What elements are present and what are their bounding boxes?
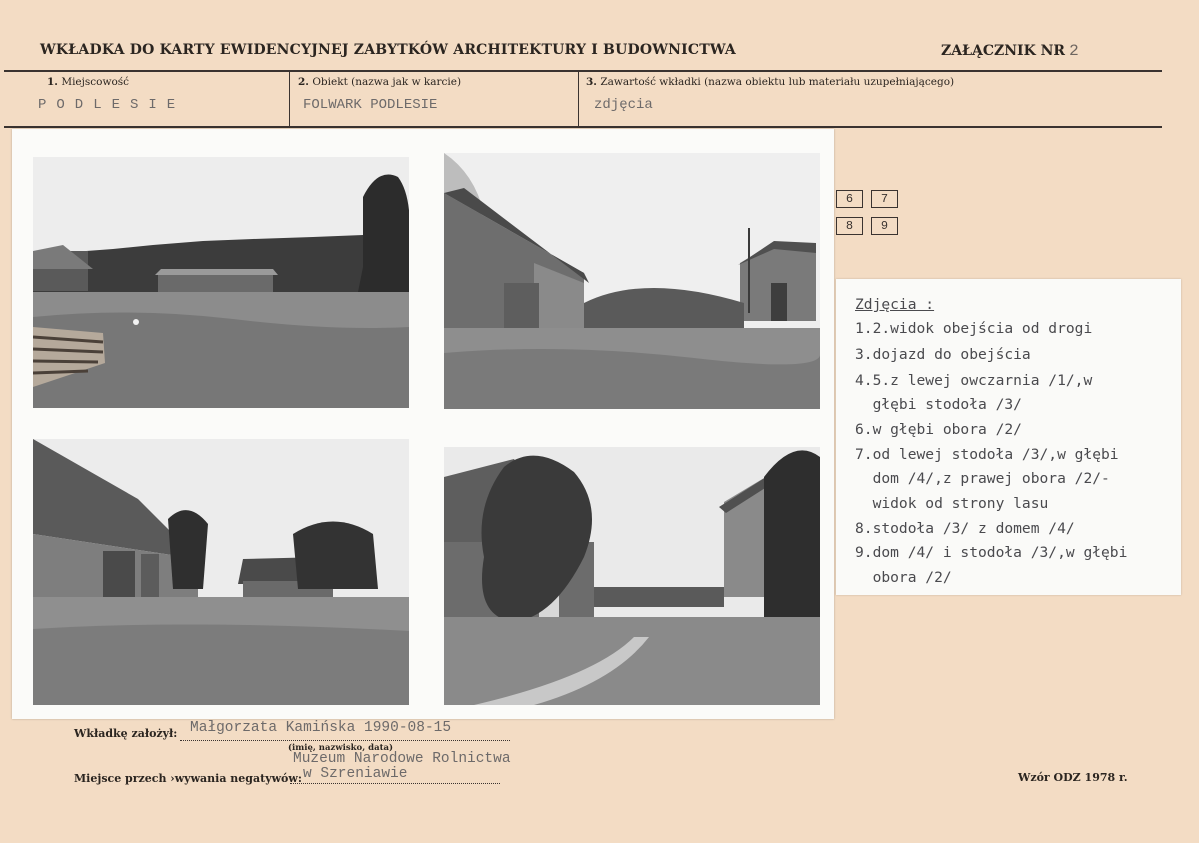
legend-line: dom /4/,z prawej obora /2/-: [855, 470, 1110, 487]
contents-label: 3. Zawartość wkładki (nazwa obiektu lub materiału uzupełniającego): [586, 76, 955, 88]
annex-number: 2: [1069, 42, 1079, 60]
annex-text: ZAŁĄCZNIK NR: [941, 43, 1066, 59]
legend-title: Zdjęcia :: [855, 296, 935, 313]
photo-farmyard-from-road: [33, 157, 409, 408]
form-template-label: Wzór ODZ 1978 r.: [1018, 771, 1128, 784]
photo-legend: [836, 279, 1181, 595]
legend-line: 4.5.z lewej owczarnia /1/,w: [855, 372, 1093, 389]
legend-line: 8.stodoła /3/ z domem /4/: [855, 520, 1075, 537]
photo-number-box: 9: [871, 217, 898, 235]
field-separator: [289, 71, 290, 126]
locality-value: PODLESIE: [38, 97, 186, 113]
card-title: WKŁADKA DO KARTY EWIDENCYJNEJ ZABYTKÓW ARCHITEKTURY I BUDOWNICTWA: [40, 42, 736, 58]
storage-value-line-1: Muzeum Narodowe Rolnictwa: [293, 751, 511, 767]
legend-line: 6.w głębi obora /2/: [855, 421, 1022, 438]
photo-house-and-garden-path: [444, 447, 820, 705]
contents-value: zdjęcia: [594, 97, 653, 113]
legend-line: 7.od lewej stodoła /3/,w głębi: [855, 446, 1119, 463]
legend-line: 9.dom /4/ i stodoła /3/,w głębi: [855, 544, 1128, 561]
legend-line: widok od strony lasu: [855, 495, 1049, 512]
legend-line: 1.2.widok obejścia od drogi: [855, 320, 1093, 337]
photo-number-box: 7: [871, 190, 898, 208]
field-separator: [578, 71, 579, 126]
storage-value-line-2: w Szreniawie: [303, 766, 408, 782]
storage-dots: [290, 783, 500, 784]
created-by-label: Wkładkę założył:: [74, 727, 178, 740]
top-rule: [4, 70, 1162, 72]
created-by-hint: (imię, nazwisko, data): [288, 743, 394, 753]
photo-barn-and-house: [33, 439, 409, 705]
fields-rule: [4, 126, 1162, 128]
locality-label: 1. Miejscowość: [47, 76, 130, 88]
photo-barn-and-outbuilding: [444, 153, 820, 409]
created-by-value: Małgorzata Kamińska 1990-08-15: [190, 720, 452, 736]
photo-sheet: [12, 129, 834, 719]
object-value: FOLWARK PODLESIE: [303, 97, 438, 113]
legend-line: 3.dojazd do obejścia: [855, 346, 1031, 363]
object-label: 2. Obiekt (nazwa jak w karcie): [298, 76, 462, 88]
photo-number-box: 6: [836, 190, 863, 208]
legend-line: głębi stodoła /3/: [855, 396, 1022, 413]
legend-line: obora /2/: [855, 569, 952, 586]
storage-label: Miejsce przech ›wywania negatywów:: [74, 772, 302, 785]
created-by-dots: [180, 740, 510, 741]
photo-number-box: 8: [836, 217, 863, 235]
annex-label: [941, 42, 1079, 60]
